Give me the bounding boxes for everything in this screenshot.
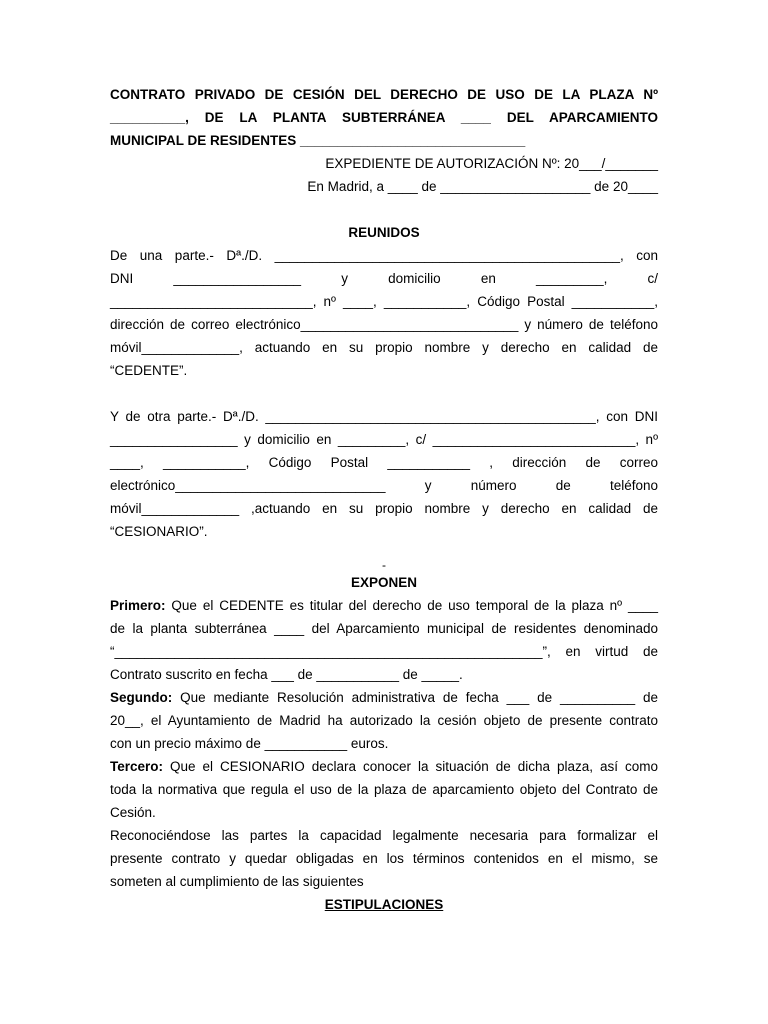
cedente-line: móvil_____________, actuando en su propio nombre y derecho en calidad de [110, 340, 658, 355]
cesionario-line: electrónico____________________________ y número de teléfono [110, 478, 658, 493]
primero-line [110, 594, 658, 617]
cedente-line: ___________________________, nº ____, ___________, Código Postal ___________, [110, 294, 658, 309]
expediente-line: EXPEDIENTE DE AUTORIZACIÓN Nº: 20___/_______ [325, 156, 658, 171]
segundo-paragraph [110, 686, 658, 755]
tercero-text: Que el CESIONARIO declara conocer la situación de dicha plaza, así como [163, 759, 658, 774]
segundo-line: 20__, el Ayuntamiento de Madrid ha autorizado la cesión objeto de presente contrato [110, 713, 658, 728]
cedente-line: DNI _________________ y domicilio en _________, c/ [110, 271, 658, 286]
reconociendose-line: presente contrato y quedar obligadas en los términos contenidos en el mismo, se [110, 851, 658, 866]
cesionario-paragraph [110, 405, 658, 543]
contract-title-line-3: MUNICIPAL DE RESIDENTES ______________________________ [110, 133, 526, 148]
spacer [110, 382, 658, 405]
cedente-line: dirección de correo electrónico_____________________________ y número de teléfono [110, 317, 658, 332]
tercero-line: Cesión. [110, 805, 156, 820]
estipulaciones-heading: ESTIPULACIONES [324, 897, 444, 912]
primero-line: “_________________________________________________________”, en virtud de [110, 644, 658, 659]
separator-dash: - [382, 558, 386, 572]
tercero-label: Tercero: [110, 759, 164, 774]
segundo-text: Que mediante Resolución administrativa de fecha ___ de __________ de [172, 690, 658, 705]
cesionario-line: “CESIONARIO”. [110, 524, 208, 539]
spacer [110, 198, 658, 221]
reconociendose-line: someten al cumplimiento de las siguientes [110, 874, 364, 889]
document-body [110, 83, 658, 916]
cedente-line: De una parte.- Dª./D. ______________________________________________, con [110, 248, 658, 263]
segundo-label: Segundo: [110, 690, 173, 705]
tercero-line: toda la normativa que regula el uso de la plaza de aparcamiento objeto del Contrato de [110, 782, 658, 797]
cedente-paragraph [110, 244, 658, 382]
primero-line: Contrato suscrito en fecha ___ de ___________ de _____. [110, 667, 463, 682]
date-place-line: En Madrid, a ____ de ____________________ de 20____ [307, 179, 658, 194]
primero-line: de la planta subterránea ____ del Aparcamiento municipal de residentes denominado [110, 621, 658, 636]
tercero-paragraph [110, 755, 658, 824]
cesionario-line: _________________ y domicilio en _________, c/ ___________________________, nº [110, 432, 658, 447]
contract-title-line-2: __________, DE LA PLANTA SUBTERRÁNEA ____ DEL APARCAMIENTO [110, 110, 658, 125]
cedente-line: “CEDENTE”. [110, 363, 188, 378]
cesionario-line: ____, ___________, Código Postal ___________ , dirección de correo [110, 455, 658, 470]
segundo-line [110, 686, 658, 709]
primero-paragraph [110, 594, 658, 686]
exponen-heading: EXPONEN [350, 575, 418, 590]
reconociendose-paragraph [110, 824, 658, 893]
cesionario-line: móvil_____________ ,actuando en su propio nombre y derecho en calidad de [110, 501, 658, 516]
segundo-line: con un precio máximo de ___________ euros. [110, 736, 389, 751]
contract-title-line-1: CONTRATO PRIVADO DE CESIÓN DEL DERECHO DE USO DE LA PLAZA Nº [110, 87, 658, 102]
tercero-line [110, 755, 658, 778]
cesionario-line: Y de otra parte.- Dª./D. ____________________________________________, con DNI [110, 409, 658, 424]
primero-text: Que el CEDENTE es titular del derecho de uso temporal de la plaza nº ____ [165, 598, 658, 613]
reconociendose-line: Reconociéndose las partes la capacidad legalmente necesaria para formalizar el [110, 828, 658, 843]
spacer [110, 543, 658, 559]
reunidos-heading: REUNIDOS [348, 225, 420, 240]
primero-label: Primero: [110, 598, 166, 613]
